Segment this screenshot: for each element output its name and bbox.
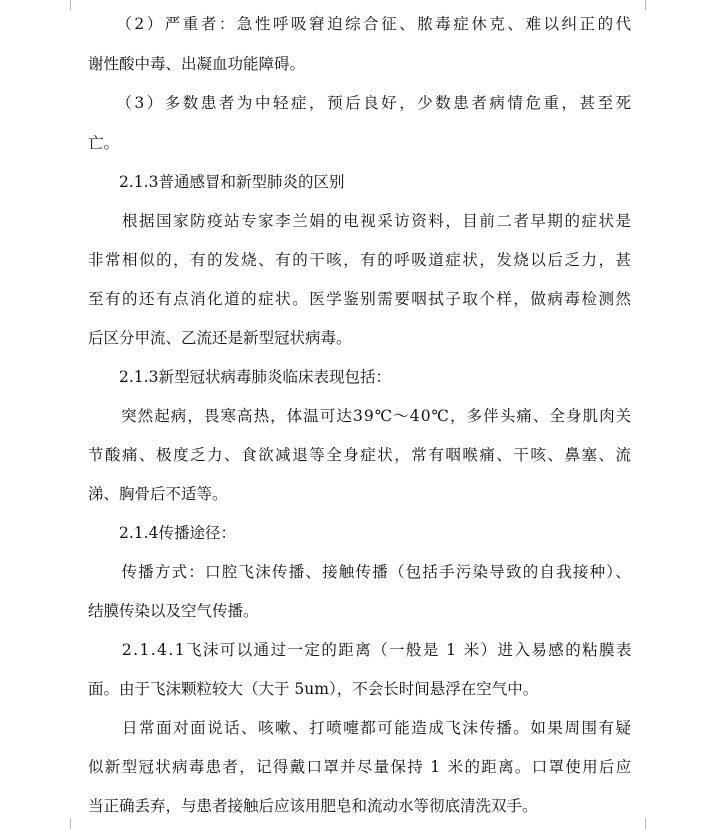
margin-corner-top-right [645, 0, 656, 10]
section-heading: 2.1.3普通感冒和新型肺炎的区别 [88, 173, 345, 191]
text-line: 面。由于飞沫颗粒较大（大于 5um），不会长时间悬浮在空气中。 [88, 680, 539, 698]
text-line: 2.1.4.1飞沫可以通过一定的距离（一般是 1 米）进入易感的粘膜表 [88, 641, 633, 659]
text-line: （2）严重者：急性呼吸窘迫综合征、脓毒症休克、难以纠正的代 [88, 15, 634, 33]
text-line: 涕、胸骨后不适等。 [88, 485, 228, 503]
text-line: 根据国家防疫站专家李兰娟的电视采访资料，目前二者早期的症状是 [88, 212, 633, 230]
text-line: 日常面对面说话、咳嗽、打喷嚏都可能造成飞沫传播。如果周围有疑 [88, 719, 633, 737]
text-line: 至有的还有点消化道的症状。医学鉴别需要咽拭子取个样，做病毒检测然 [88, 290, 633, 308]
text-line: 非常相似的，有的发烧、有的干咳，有的呼吸道症状，发烧以后乏力，甚 [88, 251, 633, 269]
text-line: 节酸痛、极度乏力、食欲减退等全身症状，常有咽喉痛、干咳、鼻塞、流 [88, 446, 633, 464]
text-line: 亡。 [88, 134, 120, 152]
text-line: 结膜传染以及空气传播。 [88, 602, 259, 620]
text-line: 传播方式：口腔飞沫传播、接触传播（包括手污染导致的自我接种）、 [88, 563, 632, 581]
section-heading: 2.1.3新型冠状病毒肺炎临床表现包括： [88, 368, 391, 386]
text-line: 似新型冠状病毒患者，记得戴口罩并尽量保持 1 米的距离。口罩使用后应 [88, 758, 633, 776]
text-line: 当正确丢弃，与患者接触后应该用肥皂和流动水等彻底清洗双手。 [88, 797, 538, 815]
text-line: 谢性酸中毒、出凝血功能障碍。 [88, 55, 306, 73]
text-line: 后区分甲流、乙流还是新型冠状病毒。 [88, 329, 352, 347]
margin-corner-bottom-left [60, 819, 71, 829]
margin-corner-bottom-right [645, 819, 656, 829]
text-line: （3）多数患者为中轻症，预后良好，少数患者病情危重，甚至死 [88, 94, 634, 112]
section-heading: 2.1.4传播途径： [88, 524, 236, 542]
margin-corner-top-left [60, 0, 71, 10]
text-line: 突然起病，畏寒高热，体温可达39℃～40℃，多伴头痛、全身肌肉关 [88, 407, 633, 425]
